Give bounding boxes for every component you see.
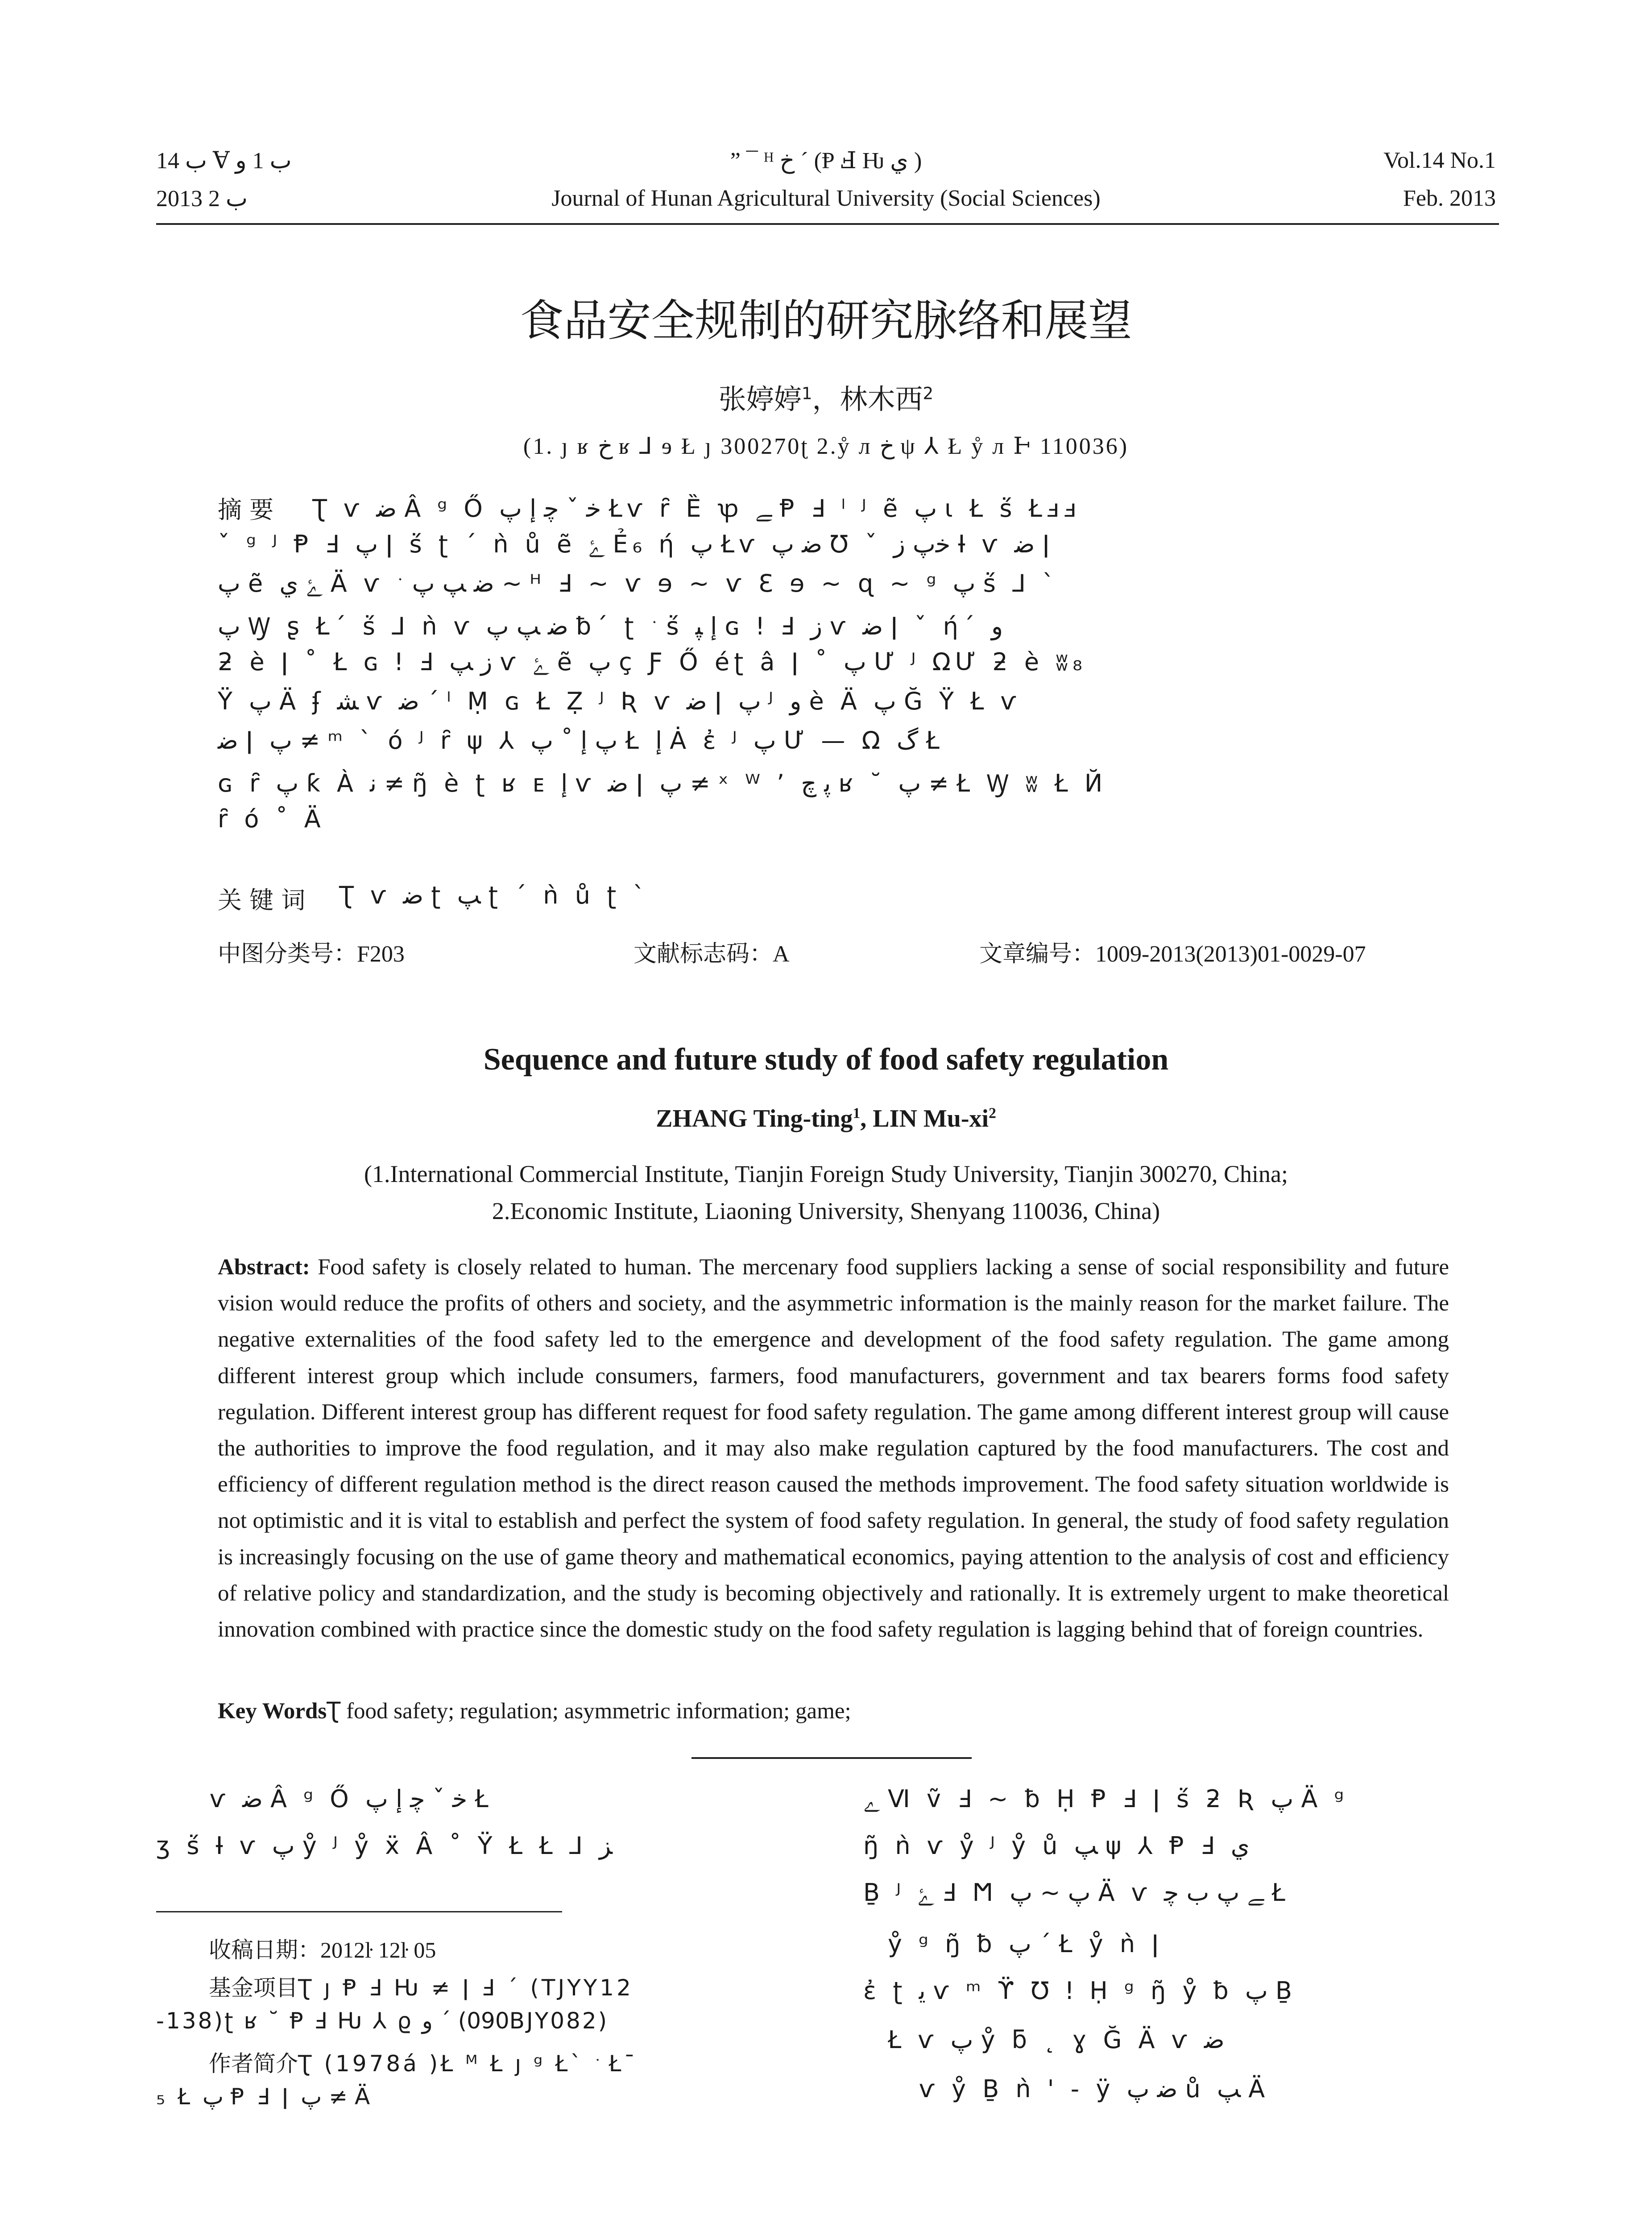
clc-label: 中图分类号： [218, 941, 357, 967]
authors-cn [0, 377, 1652, 417]
footnote-fund-cont: -138)ʈ ʁ ˘ Ᵽ Ⅎ Ƕ ⅄ ϱ ﻭ ´ (090BJY082) [156, 2008, 607, 2034]
footnote-fund [209, 1970, 633, 2002]
author-en-separator: , [860, 1105, 873, 1132]
keywords-en-text: food safety; regulation; asymmetric information; game; [340, 1699, 851, 1724]
abstract-cn-line: Ʈ ѵ ﺿ Â ᵍ Ő ﺧ ˇ ﭼ ﺇ ﭖ Łѵ ȓ Ȅ ꝕ ﮯ Ᵽ Ⅎ ˡ ᴶ ẽ ﭖ ɩ Ł ṥ Łⅎⅎ [312, 494, 1081, 523]
body-right-line: ẙ ᵍ ŋ̃ ƀ ﭖ ˊ Ł ẙ ǹ ǀ [888, 1930, 1163, 1958]
header-journal-cn: ” ¯ ᴴ ﺥ ´ (Ᵽ Ⅎ Ƕ ﻱ ) [730, 148, 922, 174]
body-right-line: Ḇ ᴶ ﮰ Ⅎ Ϻ ﭖ ~ ﭖ Ä ѵ ﮯ ﭖ ﺏ ﭼ Ł [863, 1879, 1290, 1907]
body-right-line: ﮮ Ⅵ ṽ Ⅎ ~ ƀ Ḥ Ᵽ Ⅎ ǀ ṥ ƻ Ʀ ﭖ Ä ᵍ [863, 1785, 1349, 1813]
abstract-cn-line: ﺿ ǀ ﭖ ≠ ᵐ ˋ ó ᴶ ȓ ψ ⅄ ﭖ ﺇ ˚ ﭖ Ł ﺇ Ȧ ἐ ᴶ ﭖ Ư — Ω ﮒ Ł [218, 726, 944, 755]
keywords-en-separator: Ʈ [327, 1698, 341, 1724]
keywords-cn-label: 关 键 词 [218, 886, 306, 914]
document-code [633, 935, 790, 968]
clc-number [218, 935, 405, 968]
body-left-line: ʒ ṥ Ɨ ѵ ﭖ ẙ ᴶ ẙ ẍ Â ˚ Ÿ Ł Ł ⅃ ﺰ [156, 1832, 613, 1860]
paper-title-en: Sequence and future study of food safety regulation [483, 1042, 1169, 1077]
paper-title-cn: 食品安全规制的研究脉络和展望 [520, 295, 1132, 346]
author-1-en-mark: 1 [853, 1105, 861, 1122]
body-left-line: ѵ ﺿ Â ᵍ Ő ﺧ ˇ ﭼ ﺇ ﭖ Ł [210, 1785, 493, 1813]
author-2-cn: 林木西 [840, 383, 923, 415]
abstract-cn-line: ˇ ᵍ ᴶ Ᵽ Ⅎ ﭖ ǀ ṥ ʈ ´ ǹ ů ẽ ﮰ Ẻ₆ ή ﭖ Łѵ ﺿ ﭖ Ʊ ˇ ﺧﭖ ﺯ Ɨ ѵ ﺿ ǀ [218, 530, 1054, 558]
body-right-line: ѵ ẙ Ḇ ǹ ' - ÿ ﺿ ﭖ ů ﭗ Ä [919, 2075, 1270, 2103]
abstract-en [218, 1249, 1449, 1648]
article-no-value: 1009-2013(2013)01-0029-07 [1095, 941, 1366, 967]
header-date-cn: 2013 ﺏ 2 [156, 186, 248, 211]
author-bio-label: 作者简介 [209, 2051, 298, 2077]
header-journal-en: Journal of Hunan Agricultural University (Social Sciences) [551, 186, 1101, 211]
footnote-received [209, 1932, 436, 1964]
author-1-mark: 1 [801, 383, 812, 403]
footnote-author-cont: ₅ Ł ﭖ Ᵽ Ⅎ ǀ ﭖ ≠ Ä [156, 2084, 373, 2110]
author-bio-line-1: Ʈ (1978á )Ł ᴹ Ł ȷ ᵍ Ł` ﮲ Ł¯ [298, 2051, 638, 2077]
header-rule [156, 223, 1499, 225]
article-no-label: 文章编号： [979, 941, 1096, 967]
abstract-cn-line: ɢ ȓ ﭖ ƙ À ﻧ ≠ ŋ̃ è ʈ ʁ ᴇ ﺇ ѵ ﺿ ǀ ﭖ ≠ ˣ ᵂ ’ ﭘ ﭺ ʁ ˘ ﭖ ≠ Ł Ꝡ ʬ Ł Й [218, 769, 1107, 797]
received-value: 2012ŀ 12ŀ 05 [320, 1937, 436, 1962]
header-date-en: Feb. 2013 [1403, 186, 1496, 211]
body-right-line: Ł ѵ ﭖ ẙ ƃ ˛ ɣ Ğ Ä ѵ ﺿ [888, 2026, 1225, 2054]
affiliation-cn: (1. ȷ ʁ ﺥ ʁ ⅃ ɘ Ł ȷ 300270ʈ 2.ẙ л ﺥ ψ ⅄ Ł ẙ л Ͱ 110036) [523, 434, 1129, 459]
author-1-cn: 张婷婷 [718, 383, 802, 415]
author-1-en: ZHANG Ting-ting [656, 1105, 853, 1132]
author-2-en: LIN Mu-xi [873, 1105, 989, 1132]
affiliation-en-line: 2.Economic Institute, Liaoning University, Shenyang 110036, China) [492, 1198, 1160, 1224]
received-label: 收稿日期： [209, 1937, 320, 1963]
abstract-cn-line: ﭖ Ꝡ ʂ Ł´ ṥ ⅃ ǹ ѵ ﺿ ﭗ ﭖ ƀ´ ʈ ﮲ ṥ ﺇ ﭙ ɢ ǃ Ⅎ ﺯ ѵ ﺿ ǀ ˇ ή´ ﻭ [218, 612, 1003, 640]
keywords-en [218, 1698, 1449, 1724]
doc-code-label: 文献标志码： [633, 941, 773, 967]
author-2-mark: 2 [923, 383, 934, 403]
affiliation-en-line: (1.International Commercial Institute, Tianjin Foreign Study University, Tianjin 300270, China; [364, 1161, 1288, 1187]
abstract-en-label: Abstract: [218, 1255, 310, 1280]
footnote-author [209, 2046, 638, 2078]
body-right-line: ŋ̃ ǹ ѵ ẙ ᴶ ẙ ů ﭗ ψ ⅄ Ᵽ Ⅎ ﻱ [863, 1832, 1250, 1860]
footnote-rule [156, 1911, 562, 1912]
abstract-en-text: Food safety is closely related to human. The mercenary food suppliers lacking a sense of social responsibility and future vision would reduce the profits of others and society, and the asymmetric information is the mainly reason for the market failure. The negative externalities of the food safety led to the emergence and development of the food safety regulation. The game among different interest group which include consumers, farmers, food manufacturers, government and tax bearers forms food safety regulation. Different interest group has different request for food safety regulation. The game among different interest group will cause the authorities to improve the food regulation, and it may also make regulation captured by the food manufacturers. The cost and efficiency of different regulation method is the direct reason caused the methods improvement. The food safety situation worldwide is not optimistic and it is vital to establish and perfect the system of food safety regulation. In general, the study of food safety regulation is increasingly focusing on the use of game theory and mathematical economics, paying attention to the analysis of cost and efficiency of relative policy and standardization, and the study is becoming objectively and rationally. It is extremely urgent to make theoretical innovation combined with practice since the domestic study on the food safety regulation is lagging behind that of foreign countries. [218, 1255, 1449, 1642]
header-volume-cn: ﺏ 14 Ɐ ﺏ 1 ﻭ [156, 148, 292, 174]
clc-value: F203 [357, 941, 405, 967]
fund-line-1: Ʈ ȷ Ᵽ Ⅎ Ƕ ≠ ǀ Ⅎ ´ (TJYY12 [298, 1975, 633, 2001]
abstract-cn-line: ƻ è ǀ ˚ Ł ɢ ǃ Ⅎ ﺯ ﭗ ѵ ﮰ ẽ ﭖ ç Ƒ Ő éʈ â ǀ ˚ ﭖ Ư ᴶ ΩƯ ƻ è ʬ₈ [218, 648, 1087, 676]
article-number [979, 935, 1366, 968]
abstract-cn-line: ﭖ ẽ ﮰ ﻱ Ä ѵ ﺿ ﭗ ﭖ ﮲ ~ ᴴ Ⅎ ~ ѵ ɘ ~ ѵ Ɛ ɘ ~ ɋ ~ ᵍ ﭖ ṥ ⅃ ˋ [218, 569, 1059, 597]
keywords-cn-text: Ʈ ѵ ﺿ ʈ ﭗ ʈ ´ ǹ ů ʈ ˋ [339, 881, 650, 909]
author-2-en-mark: 2 [989, 1105, 996, 1122]
keywords-en-label: Key Words [218, 1699, 327, 1724]
abstract-cn-label: 摘 要 [218, 496, 274, 524]
abstract-cn-line: Ÿ ﭖ Ä ʄ ﺸ ѵ ﺿ ´ ˡ Ṃ ɢ Ł Ẓ ᴶ Ʀ ѵ ﺿ ǀ ﭖ ᴶ ﻭ è Ä ﭖ Ğ Ÿ Ł ѵ [218, 687, 1021, 715]
authors-en [0, 1104, 1652, 1133]
doc-code-value: A [773, 941, 790, 967]
author-separator: ， [812, 383, 840, 415]
header-volume-en: Vol.14 No.1 [1383, 148, 1496, 173]
fund-label: 基金项目 [209, 1975, 298, 2001]
abstract-cn-line: ȓ ó ˚ Ä [218, 805, 325, 833]
section-divider [691, 1757, 972, 1759]
body-right-line: ἐ ʈ ﯾ ѵ ᵐ ϔ Ʊ ǃ Ḥ ᵍ ŋ̃ ẙ ƀ ﭖ Ḇ [863, 1977, 1297, 2005]
